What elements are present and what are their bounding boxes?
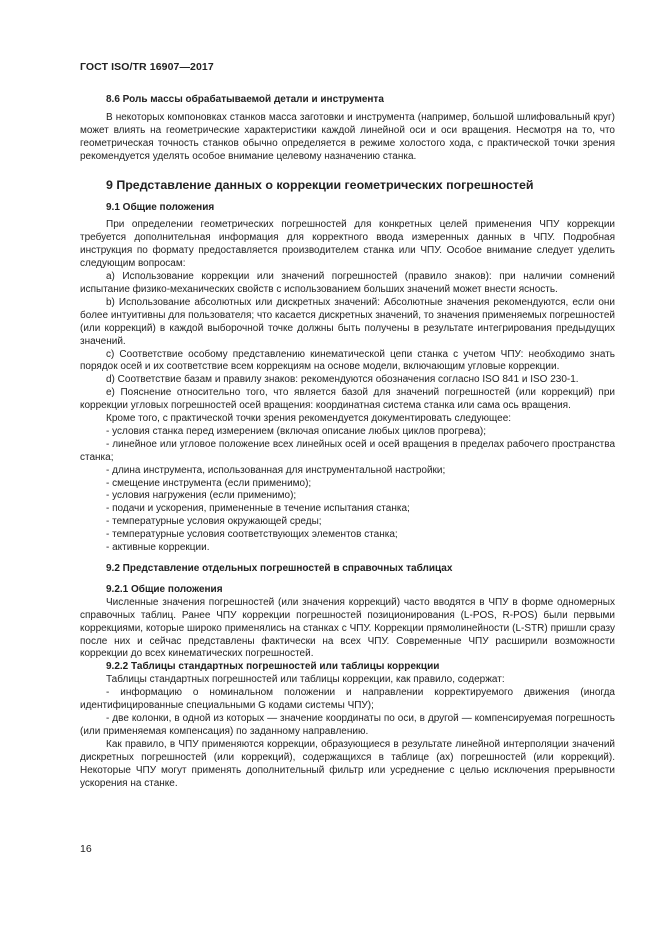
list-item-d: d) Соответствие базам и правилу знаков: рекомендуются обозначения согласно ISO 841 и ISO 230-1.: [106, 374, 579, 386]
section-9-2-title: 9.2 Представление отдельных погрешностей в справочных таблицах: [106, 563, 453, 574]
doc-list-item: - смещение инструмента (если применимо);: [106, 477, 312, 489]
table-content-item: - две колонки, в одной из которых — значение координаты по оси, в другой — компенсируемая погрешность (или применяемая компенсация) по заданному направлению.: [80, 712, 615, 737]
list-item-c: c) Соответствие особому представлению кинематической цепи станка с учетом ЧПУ: необходимо знать порядок осей и их соответствие всем коррекциям на основе модели, включающим угловые коррекции.: [80, 348, 615, 373]
doc-list-item: - подачи и ускорения, примененные в течение испытания станка;: [106, 503, 410, 515]
doc-list-item: - активные коррекции.: [106, 542, 210, 554]
section-9-2-2-title: 9.2.2 Таблицы стандартных погрешностей или таблицы коррекции: [106, 661, 440, 673]
page-content: [80, 94, 615, 790]
list-item-e: e) Пояснение относительно того, что является базой для значений погрешностей (или коррекций) при коррекции угловых погрешностей осей вращения: координатная система станка или сама ось вращения.: [80, 387, 615, 412]
section-9-2-1-title: 9.2.1 Общие положения: [106, 583, 223, 595]
section-9-1-title: 9.1 Общие положения: [106, 201, 215, 213]
doc-list-item: - условия станка перед измерением (включая описание любых циклов прогрева);: [106, 425, 487, 437]
section-9-title: 9 Представление данных о коррекции геометрических погрешностей: [106, 177, 534, 192]
doc-list-item: - условия нагружения (если применимо);: [106, 490, 297, 502]
section-8-6-paragraph: В некоторых компоновках станков масса заготовки и инструмента (например, большой шлифовальный круг) может влиять на геометрические характеристики каждой линейной оси и оси вращения. Несмотря на то, что геометрическая точность станков обычно определяется в режиме холостого хода, с практической точки зрения рекомендуется уделять особое внимание целевому назначению станка.: [80, 111, 615, 162]
section-9-1-intro: При определении геометрических погрешностей для конкретных целей применения ЧПУ коррекции требуется дополнительная информация для корректного ввода измеренных данных в ЧПУ. Подробная инструкция по формату предоставляется производителем станка или ЧПУ. Особое внимание следует уделить следующим вопросам:: [80, 219, 615, 270]
document-header: ГОСТ ISO/TR 16907—2017: [80, 61, 214, 73]
section-9-2-1-paragraph: Численные значения погрешностей (или значения коррекций) часто вводятся в ЧПУ в форме одномерных справочных таблиц. Ранее ЧПУ коррекции погрешностей позиционирования (L-POS, R-POS) были первыми коррекциями, которые широко применялись на станках с ЧПУ. Коррекции прямолинейности (L-STR) пришли сразу после них и сейчас представлены фактически на всех ЧПУ. Современные ЧПУ расширили возможности коррекции до всех кинематических погрешностей.: [80, 596, 615, 660]
doc-list-item: - линейное или угловое положение всех линейных осей и осей вращения в пределах рабочего пространства станка;: [80, 438, 615, 463]
documentation-intro: Кроме того, с практической точки зрения рекомендуется документировать следующее:: [106, 413, 512, 425]
page-number: 16: [80, 843, 92, 855]
section-9-2-2-paragraph: Таблицы стандартных погрешностей или таблицы коррекции, как правило, содержат:: [106, 674, 505, 686]
section-8-6-title: 8.6 Роль массы обрабатываемой детали и инструмента: [106, 94, 384, 105]
doc-list-item: - температурные условия соответствующих элементов станка;: [106, 529, 398, 541]
section-9-2-2-closing: Как правило, в ЧПУ применяются коррекции, образующиеся в результате линейной интерполяции значений дискретных погрешностей (или коррекций), содержащихся в таблице (ах) погрешностей (или коррекций). Некоторые ЧПУ могут применять дополнительный фильтр или усреднение с целью исключения прерывности ускорения на станке.: [80, 738, 615, 789]
list-item-a: a) Использование коррекции или значений погрешностей (правило знаков): при наличии сомнений испытание физико-механических свойств с использованием больших значений может внести ясность.: [80, 271, 615, 295]
table-content-item: - информацию о номинальном положении и направлении корректируемого движения (иногда идентифицированные специальными G кодами системы ЧПУ);: [80, 687, 615, 712]
doc-list-item: - температурные условия окружающей среды;: [106, 516, 322, 528]
list-item-b: b) Использование абсолютных или дискретных значений: Абсолютные значения рекомендуются, если они более интуитивны для пользователя; что касается дискретных значений, то значения применяемых погрешностей (или коррекций) в каждой выборочной точке должны быть получены в результате интегрирования предыдущих значений.: [80, 296, 615, 347]
doc-list-item: - длина инструмента, использованная для инструментальной настройки;: [106, 464, 446, 476]
